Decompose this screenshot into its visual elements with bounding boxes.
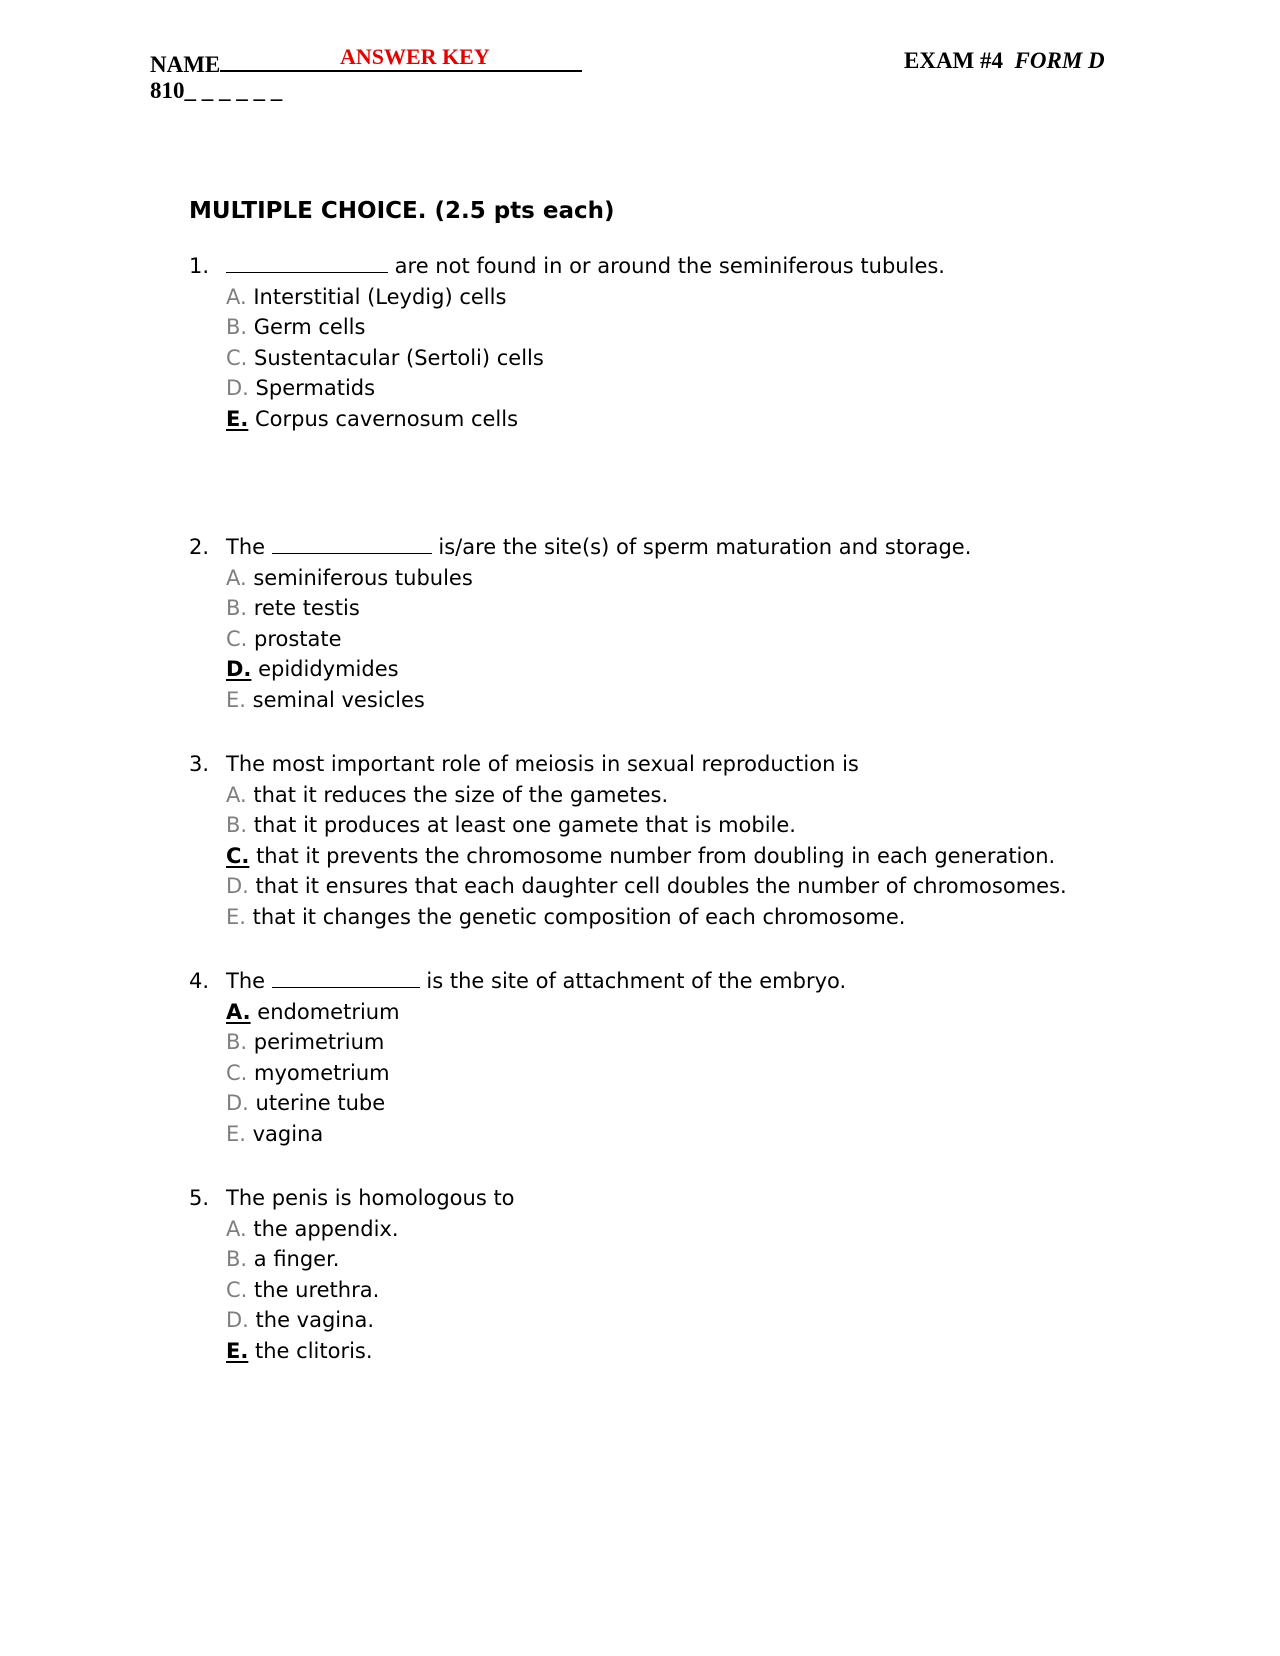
question-number: 4. (189, 969, 210, 993)
option-e[interactable] (226, 404, 1089, 435)
option-letter: B. (226, 315, 248, 339)
option-e[interactable] (226, 1119, 1089, 1150)
option-c[interactable] (226, 624, 1089, 655)
stem-text-before: The penis is homologous to (226, 1186, 515, 1210)
answer-blank (272, 535, 432, 554)
option-text: endometrium (250, 999, 400, 1024)
option-letter: D. (226, 376, 249, 400)
option-letter: C. (226, 626, 248, 651)
option-c[interactable] (226, 1058, 1089, 1089)
option-letter: D. (226, 1091, 249, 1115)
question-number: 1. (189, 254, 210, 278)
option-letter: B. (226, 813, 248, 837)
option-text: myometrium (247, 1060, 390, 1085)
option-text: Interstitial (Leydig) cells (246, 284, 507, 309)
option-text: a finger. (247, 1247, 340, 1271)
option-letter: E. (226, 1121, 246, 1146)
option-text: that it ensures that each daughter cell doubles the number of chromosomes. (248, 874, 1067, 898)
option-letter: C. (226, 345, 248, 370)
option-letter: B. (226, 1030, 248, 1054)
question-2 (189, 532, 1089, 715)
question-stem (189, 966, 1089, 997)
option-text: prostate (247, 626, 342, 651)
option-c[interactable] (226, 1275, 1089, 1306)
option-text: that it produces at least one gamete that is mobile. (247, 813, 796, 837)
question-number: 2. (189, 535, 210, 559)
option-text: epididymides (251, 657, 399, 681)
option-text: Corpus cavernosum cells (248, 406, 519, 431)
option-letter: D. (226, 874, 249, 898)
option-a[interactable] (226, 563, 1089, 594)
option-letter: A. (226, 565, 247, 590)
option-letter: C. (226, 843, 250, 868)
option-d[interactable] (226, 373, 1089, 404)
option-text: the vagina. (248, 1308, 374, 1332)
option-letter: E. (226, 687, 246, 712)
option-a[interactable] (226, 780, 1089, 811)
stem-text-after: is/are the site(s) of sperm maturation and storage. (431, 535, 972, 559)
option-b[interactable] (226, 1244, 1089, 1275)
option-letter: B. (226, 596, 248, 620)
option-letter: D. (226, 657, 252, 681)
form-label: FORM D (1014, 48, 1105, 73)
option-text: that it changes the genetic composition of each chromosome. (245, 904, 906, 929)
option-letter: C. (226, 1060, 248, 1085)
exam-title (904, 46, 1105, 76)
answer-blank (272, 969, 420, 988)
option-b[interactable] (226, 810, 1089, 841)
option-a[interactable] (226, 1214, 1089, 1245)
name-label: NAME (150, 52, 221, 77)
option-a[interactable] (226, 282, 1089, 313)
option-letter: A. (226, 999, 251, 1024)
option-e[interactable] (226, 685, 1089, 716)
question-4 (189, 966, 1089, 1149)
question-stem (189, 749, 1089, 780)
option-text: that it prevents the chromosome number from doubling in each generation. (249, 843, 1056, 868)
option-text: Germ cells (247, 315, 366, 339)
option-letter: B. (226, 1247, 248, 1271)
option-letter: E. (226, 1338, 249, 1363)
option-letter: A. (226, 782, 247, 807)
question-stem (189, 532, 1089, 563)
option-text: the urethra. (247, 1277, 380, 1302)
question-3 (189, 749, 1089, 932)
option-text: vagina (245, 1121, 324, 1146)
stem-text-before: The most important role of meiosis in sexual reproduction is (226, 752, 859, 776)
question-5 (189, 1183, 1089, 1366)
option-letter: D. (226, 1308, 249, 1332)
option-letter: A. (226, 284, 247, 309)
option-d[interactable] (226, 1088, 1089, 1119)
options-list (189, 282, 1089, 435)
option-letter: C. (226, 1277, 248, 1302)
stem-text-before: The (226, 535, 272, 559)
answer-key-text: ANSWER KEY (340, 44, 490, 69)
option-a[interactable] (226, 997, 1089, 1028)
option-text: Sustentacular (Sertoli) cells (247, 345, 544, 370)
stem-text-before: The (226, 969, 272, 993)
option-d[interactable] (226, 654, 1089, 685)
option-text: uterine tube (248, 1091, 386, 1115)
option-text: seminiferous tubules (246, 565, 473, 590)
option-text: rete testis (247, 596, 360, 620)
answer-blank (226, 254, 388, 273)
option-text: the clitoris. (248, 1338, 373, 1363)
question-1 (189, 251, 1089, 434)
option-text: seminal vesicles (245, 687, 425, 712)
stem-text-after: is the site of attachment of the embryo. (419, 969, 847, 993)
option-d[interactable] (226, 871, 1089, 902)
option-letter: E. (226, 406, 249, 431)
question-stem (189, 1183, 1089, 1214)
option-b[interactable] (226, 312, 1089, 343)
options-list (189, 997, 1089, 1150)
option-letter: A. (226, 1216, 247, 1241)
option-b[interactable] (226, 593, 1089, 624)
option-c[interactable] (226, 841, 1089, 872)
section-field[interactable]: _ _ _ _ _ _ (184, 78, 283, 103)
option-d[interactable] (226, 1305, 1089, 1336)
section-label: 810 (150, 78, 185, 103)
question-number: 5. (189, 1186, 210, 1210)
option-text: that it reduces the size of the gametes. (246, 782, 669, 807)
section-title: MULTIPLE CHOICE. (2.5 pts each) (189, 198, 615, 224)
section-row (150, 76, 582, 106)
question-number: 3. (189, 752, 210, 776)
option-b[interactable] (226, 1027, 1089, 1058)
options-list (189, 1214, 1089, 1367)
option-text: perimetrium (247, 1030, 385, 1054)
option-text: the appendix. (246, 1216, 399, 1241)
option-e[interactable] (226, 1336, 1089, 1367)
options-list (189, 780, 1089, 933)
question-stem (189, 251, 1089, 282)
option-text: Spermatids (248, 376, 376, 400)
stem-text-after: are not found in or around the seminiferous tubules. (388, 254, 945, 278)
option-e[interactable] (226, 902, 1089, 933)
option-letter: E. (226, 904, 246, 929)
exam-label: EXAM #4 (904, 48, 1004, 73)
option-c[interactable] (226, 343, 1089, 374)
options-list (189, 563, 1089, 716)
